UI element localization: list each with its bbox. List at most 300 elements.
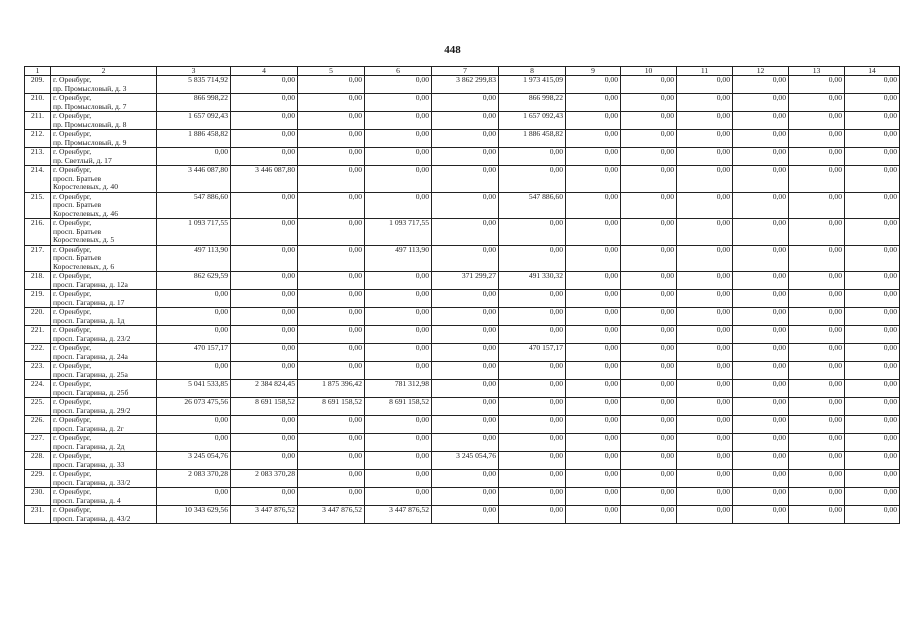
row-number: 220.	[25, 308, 51, 326]
value-cell-col-13: 0,00	[789, 506, 845, 524]
address-line: просп. Гагарина, д. 4	[53, 495, 121, 505]
value-cell-col-8: 0,00	[499, 434, 566, 452]
value-cell-col-14: 0,00	[845, 326, 900, 344]
value-cell-col-14: 0,00	[845, 290, 900, 308]
value-cell-col-14: 0,00	[845, 76, 900, 94]
value-cell-col-11: 0,00	[677, 380, 733, 398]
value-cell-col-5: 8 691 158,52	[298, 398, 365, 416]
row-number: 221.	[25, 326, 51, 344]
address-cell	[51, 112, 157, 130]
value-cell-col-8: 0,00	[499, 362, 566, 380]
value-cell-col-3: 0,00	[157, 434, 231, 452]
value-cell-col-14: 0,00	[845, 470, 900, 488]
row-number: 223.	[25, 362, 51, 380]
column-header-14: 14	[845, 67, 900, 76]
column-header-7: 7	[432, 67, 499, 76]
value-cell-col-6: 0,00	[365, 112, 432, 130]
value-cell-col-13: 0,00	[789, 362, 845, 380]
value-cell-col-4: 0,00	[231, 434, 298, 452]
value-cell-col-10: 0,00	[621, 130, 677, 148]
address-line: пр. Светлый, д. 17	[53, 155, 112, 165]
column-header-13: 13	[789, 67, 845, 76]
value-cell-col-12: 0,00	[733, 470, 789, 488]
value-cell-col-9: 0,00	[566, 416, 621, 434]
value-cell-col-4: 0,00	[231, 245, 298, 272]
value-cell-col-14: 0,00	[845, 192, 900, 219]
address-line: просп. Гагарина, д. 24а	[53, 351, 128, 361]
value-cell-col-10: 0,00	[621, 506, 677, 524]
value-cell-col-3: 3 446 087,80	[157, 166, 231, 193]
address-line: просп. Братьев	[53, 253, 102, 262]
column-header-11: 11	[677, 67, 733, 76]
value-cell-col-9: 0,00	[566, 272, 621, 290]
value-cell-col-9: 0,00	[566, 434, 621, 452]
value-cell-col-10: 0,00	[621, 344, 677, 362]
value-cell-col-3: 0,00	[157, 290, 231, 308]
value-cell-col-6: 0,00	[365, 470, 432, 488]
address-cell	[51, 362, 157, 380]
value-cell-col-12: 0,00	[733, 76, 789, 94]
value-cell-col-7: 0,00	[432, 344, 499, 362]
value-cell-col-3: 3 245 054,76	[157, 452, 231, 470]
value-cell-col-7: 3 862 299,83	[432, 76, 499, 94]
address-line: просп. Гагарина, д. 23/2	[53, 333, 131, 343]
value-cell-col-9: 0,00	[566, 326, 621, 344]
column-header-4: 4	[231, 67, 298, 76]
value-cell-col-3: 470 157,17	[157, 344, 231, 362]
row-number: 214.	[25, 166, 51, 193]
value-cell-col-6: 0,00	[365, 272, 432, 290]
value-cell-col-11: 0,00	[677, 326, 733, 344]
value-cell-col-6: 0,00	[365, 166, 432, 193]
value-cell-col-5: 0,00	[298, 219, 365, 246]
address-cell	[51, 416, 157, 434]
column-header-5: 5	[298, 67, 365, 76]
value-cell-col-7: 0,00	[432, 488, 499, 506]
value-cell-col-13: 0,00	[789, 308, 845, 326]
value-cell-col-3: 0,00	[157, 326, 231, 344]
value-cell-col-9: 0,00	[566, 380, 621, 398]
value-cell-col-10: 0,00	[621, 94, 677, 112]
address-line: пр. Промысловый, д. 9	[53, 137, 127, 147]
table-row	[25, 76, 900, 94]
column-header-6: 6	[365, 67, 432, 76]
value-cell-col-13: 0,00	[789, 148, 845, 166]
value-cell-col-6: 0,00	[365, 362, 432, 380]
row-number: 216.	[25, 219, 51, 246]
value-cell-col-14: 0,00	[845, 130, 900, 148]
value-cell-col-5: 3 447 876,52	[298, 506, 365, 524]
value-cell-col-11: 0,00	[677, 192, 733, 219]
address-line: Коростелевых, д. 6	[53, 261, 115, 271]
value-cell-col-12: 0,00	[733, 506, 789, 524]
value-cell-col-6: 0,00	[365, 416, 432, 434]
value-cell-col-12: 0,00	[733, 488, 789, 506]
address-cell	[51, 506, 157, 524]
value-cell-col-14: 0,00	[845, 380, 900, 398]
value-cell-col-5: 0,00	[298, 434, 365, 452]
value-cell-col-10: 0,00	[621, 326, 677, 344]
value-cell-col-5: 1 875 396,42	[298, 380, 365, 398]
address-line: Коростелевых, д. 40	[53, 182, 119, 191]
address-line: просп. Братьев	[53, 200, 102, 209]
value-cell-col-6: 0,00	[365, 130, 432, 148]
address-line: г. Оренбург,	[53, 307, 92, 316]
value-cell-col-3: 26 073 475,56	[157, 398, 231, 416]
value-cell-col-4: 0,00	[231, 112, 298, 130]
value-cell-col-5: 0,00	[298, 166, 365, 193]
page-number: 448	[444, 44, 461, 56]
value-cell-col-11: 0,00	[677, 290, 733, 308]
value-cell-col-7: 0,00	[432, 166, 499, 193]
value-cell-col-11: 0,00	[677, 398, 733, 416]
value-cell-col-14: 0,00	[845, 94, 900, 112]
address-cell	[51, 308, 157, 326]
value-cell-col-12: 0,00	[733, 130, 789, 148]
value-cell-col-12: 0,00	[733, 308, 789, 326]
value-cell-col-14: 0,00	[845, 506, 900, 524]
value-cell-col-9: 0,00	[566, 94, 621, 112]
value-cell-col-12: 0,00	[733, 380, 789, 398]
address-cell	[51, 130, 157, 148]
value-cell-col-9: 0,00	[566, 362, 621, 380]
value-cell-col-10: 0,00	[621, 166, 677, 193]
value-cell-col-13: 0,00	[789, 488, 845, 506]
value-cell-col-9: 0,00	[566, 488, 621, 506]
address-line: г. Оренбург,	[53, 245, 92, 254]
address-line: г. Оренбург,	[53, 165, 92, 174]
address-line: г. Оренбург,	[53, 111, 92, 120]
table-row	[25, 452, 900, 470]
value-cell-col-11: 0,00	[677, 130, 733, 148]
table-header-row	[25, 67, 900, 76]
value-cell-col-11: 0,00	[677, 344, 733, 362]
value-cell-col-3: 862 629,59	[157, 272, 231, 290]
address-line: г. Оренбург,	[53, 147, 92, 156]
value-cell-col-11: 0,00	[677, 245, 733, 272]
table-row	[25, 362, 900, 380]
value-cell-col-7: 0,00	[432, 434, 499, 452]
value-cell-col-9: 0,00	[566, 148, 621, 166]
value-cell-col-12: 0,00	[733, 112, 789, 130]
value-cell-col-13: 0,00	[789, 344, 845, 362]
table-row	[25, 506, 900, 524]
value-cell-col-4: 0,00	[231, 326, 298, 344]
address-line: пр. Промысловый, д. 3	[53, 83, 127, 93]
address-line: просп. Гагарина, д. 2г	[53, 423, 124, 433]
address-line: г. Оренбург,	[53, 271, 92, 280]
address-line: просп. Гагарина, д. 29/2	[53, 405, 131, 415]
row-number: 211.	[25, 112, 51, 130]
address-line: просп. Гагарина, д. 33	[53, 459, 125, 469]
value-cell-col-10: 0,00	[621, 245, 677, 272]
value-cell-col-5: 0,00	[298, 130, 365, 148]
value-cell-col-9: 0,00	[566, 166, 621, 193]
value-cell-col-6: 0,00	[365, 94, 432, 112]
value-cell-col-5: 0,00	[298, 416, 365, 434]
address-line: Коростелевых, д. 46	[53, 208, 119, 218]
address-line: просп. Гагарина, д. 33/2	[53, 477, 131, 487]
value-cell-col-12: 0,00	[733, 245, 789, 272]
column-header-3: 3	[157, 67, 231, 76]
value-cell-col-13: 0,00	[789, 416, 845, 434]
table-row	[25, 326, 900, 344]
table-row	[25, 488, 900, 506]
value-cell-col-11: 0,00	[677, 166, 733, 193]
value-cell-col-6: 0,00	[365, 290, 432, 308]
address-line: г. Оренбург,	[53, 75, 92, 84]
address-line: г. Оренбург,	[53, 289, 92, 298]
value-cell-col-11: 0,00	[677, 416, 733, 434]
value-cell-col-12: 0,00	[733, 219, 789, 246]
address-cell	[51, 398, 157, 416]
value-cell-col-10: 0,00	[621, 434, 677, 452]
row-number: 229.	[25, 470, 51, 488]
row-number: 225.	[25, 398, 51, 416]
value-cell-col-6: 497 113,90	[365, 245, 432, 272]
value-cell-col-13: 0,00	[789, 76, 845, 94]
value-cell-col-13: 0,00	[789, 326, 845, 344]
address-cell	[51, 452, 157, 470]
value-cell-col-13: 0,00	[789, 166, 845, 193]
table-row	[25, 470, 900, 488]
value-cell-col-4: 0,00	[231, 308, 298, 326]
value-cell-col-7: 0,00	[432, 112, 499, 130]
value-cell-col-9: 0,00	[566, 76, 621, 94]
row-number: 219.	[25, 290, 51, 308]
address-line: г. Оренбург,	[53, 361, 92, 370]
value-cell-col-4: 0,00	[231, 148, 298, 166]
row-number: 230.	[25, 488, 51, 506]
value-cell-col-9: 0,00	[566, 452, 621, 470]
value-cell-col-7: 0,00	[432, 94, 499, 112]
value-cell-col-9: 0,00	[566, 290, 621, 308]
value-cell-col-8: 0,00	[499, 452, 566, 470]
value-cell-col-4: 0,00	[231, 416, 298, 434]
value-cell-col-11: 0,00	[677, 470, 733, 488]
row-number: 217.	[25, 245, 51, 272]
table-row	[25, 398, 900, 416]
value-cell-col-8: 1 657 092,43	[499, 112, 566, 130]
address-line: просп. Братьев	[53, 226, 102, 236]
value-cell-col-3: 5 041 533,85	[157, 380, 231, 398]
value-cell-col-8: 0,00	[499, 488, 566, 506]
address-line: г. Оренбург,	[53, 397, 92, 406]
value-cell-col-14: 0,00	[845, 362, 900, 380]
value-cell-col-11: 0,00	[677, 219, 733, 246]
value-cell-col-10: 0,00	[621, 362, 677, 380]
value-cell-col-11: 0,00	[677, 434, 733, 452]
value-cell-col-4: 0,00	[231, 344, 298, 362]
value-cell-col-4: 0,00	[231, 130, 298, 148]
value-cell-col-8: 0,00	[499, 148, 566, 166]
address-line: просп. Гагарина, д. 2д	[53, 441, 125, 451]
table-row	[25, 308, 900, 326]
value-cell-col-10: 0,00	[621, 272, 677, 290]
value-cell-col-8: 0,00	[499, 470, 566, 488]
value-cell-col-12: 0,00	[733, 398, 789, 416]
value-cell-col-5: 0,00	[298, 290, 365, 308]
value-cell-col-3: 497 113,90	[157, 245, 231, 272]
value-cell-col-13: 0,00	[789, 398, 845, 416]
address-line: просп. Гагарина, д. 25б	[53, 387, 129, 397]
value-cell-col-9: 0,00	[566, 470, 621, 488]
value-cell-col-8: 0,00	[499, 219, 566, 246]
address-cell	[51, 192, 157, 219]
table-body	[25, 76, 900, 524]
value-cell-col-14: 0,00	[845, 488, 900, 506]
value-cell-col-7: 0,00	[432, 326, 499, 344]
address-line: пр. Промысловый, д. 7	[53, 101, 127, 111]
address-cell	[51, 326, 157, 344]
value-cell-col-14: 0,00	[845, 452, 900, 470]
value-cell-col-14: 0,00	[845, 416, 900, 434]
value-cell-col-6: 0,00	[365, 326, 432, 344]
value-cell-col-7: 0,00	[432, 308, 499, 326]
value-cell-col-14: 0,00	[845, 308, 900, 326]
value-cell-col-3: 10 343 629,56	[157, 506, 231, 524]
value-cell-col-11: 0,00	[677, 308, 733, 326]
value-cell-col-13: 0,00	[789, 380, 845, 398]
value-cell-col-12: 0,00	[733, 290, 789, 308]
value-cell-col-10: 0,00	[621, 308, 677, 326]
address-cell	[51, 76, 157, 94]
value-cell-col-5: 0,00	[298, 272, 365, 290]
value-cell-col-8: 0,00	[499, 380, 566, 398]
row-number: 226.	[25, 416, 51, 434]
value-cell-col-6: 0,00	[365, 148, 432, 166]
value-cell-col-9: 0,00	[566, 219, 621, 246]
value-cell-col-10: 0,00	[621, 192, 677, 219]
value-cell-col-14: 0,00	[845, 148, 900, 166]
value-cell-col-12: 0,00	[733, 326, 789, 344]
value-cell-col-3: 2 083 370,28	[157, 470, 231, 488]
column-header-2: 2	[51, 67, 157, 76]
address-cell	[51, 219, 157, 246]
value-cell-col-9: 0,00	[566, 112, 621, 130]
address-cell	[51, 245, 157, 272]
address-cell	[51, 380, 157, 398]
value-cell-col-4: 0,00	[231, 488, 298, 506]
value-cell-col-8: 0,00	[499, 245, 566, 272]
table-row	[25, 166, 900, 193]
value-cell-col-3: 547 886,60	[157, 192, 231, 219]
value-cell-col-10: 0,00	[621, 416, 677, 434]
value-cell-col-13: 0,00	[789, 219, 845, 246]
value-cell-col-8: 0,00	[499, 506, 566, 524]
value-cell-col-11: 0,00	[677, 506, 733, 524]
row-number: 218.	[25, 272, 51, 290]
table-row	[25, 130, 900, 148]
value-cell-col-4: 0,00	[231, 94, 298, 112]
address-cell	[51, 94, 157, 112]
value-cell-col-3: 0,00	[157, 416, 231, 434]
value-cell-col-8: 0,00	[499, 326, 566, 344]
value-cell-col-3: 0,00	[157, 488, 231, 506]
value-cell-col-3: 0,00	[157, 148, 231, 166]
value-cell-col-10: 0,00	[621, 290, 677, 308]
row-number: 224.	[25, 380, 51, 398]
address-line: г. Оренбург,	[53, 343, 92, 352]
value-cell-col-9: 0,00	[566, 192, 621, 219]
value-cell-col-8: 0,00	[499, 308, 566, 326]
column-header-1: 1	[25, 67, 51, 76]
value-cell-col-14: 0,00	[845, 219, 900, 246]
value-cell-col-6: 0,00	[365, 308, 432, 326]
value-cell-col-7: 0,00	[432, 470, 499, 488]
value-cell-col-6: 781 312,98	[365, 380, 432, 398]
value-cell-col-8: 0,00	[499, 416, 566, 434]
value-cell-col-12: 0,00	[733, 362, 789, 380]
row-number: 210.	[25, 94, 51, 112]
value-cell-col-13: 0,00	[789, 470, 845, 488]
address-line: г. Оренбург,	[53, 487, 92, 496]
value-cell-col-3: 5 835 714,92	[157, 76, 231, 94]
value-cell-col-9: 0,00	[566, 506, 621, 524]
address-line: г. Оренбург,	[53, 379, 92, 388]
value-cell-col-6: 0,00	[365, 192, 432, 219]
column-header-8: 8	[499, 67, 566, 76]
address-line: г. Оренбург,	[53, 218, 92, 227]
value-cell-col-9: 0,00	[566, 130, 621, 148]
address-cell	[51, 488, 157, 506]
value-cell-col-12: 0,00	[733, 434, 789, 452]
value-cell-col-5: 0,00	[298, 94, 365, 112]
value-cell-col-11: 0,00	[677, 362, 733, 380]
report-table	[24, 66, 900, 524]
address-cell	[51, 434, 157, 452]
value-cell-col-7: 0,00	[432, 130, 499, 148]
value-cell-col-10: 0,00	[621, 219, 677, 246]
value-cell-col-7: 0,00	[432, 506, 499, 524]
value-cell-col-9: 0,00	[566, 245, 621, 272]
value-cell-col-5: 0,00	[298, 344, 365, 362]
table-row	[25, 272, 900, 290]
value-cell-col-3: 0,00	[157, 362, 231, 380]
table-row	[25, 434, 900, 452]
row-number: 228.	[25, 452, 51, 470]
row-number: 209.	[25, 76, 51, 94]
table-row	[25, 416, 900, 434]
value-cell-col-13: 0,00	[789, 192, 845, 219]
value-cell-col-9: 0,00	[566, 398, 621, 416]
value-cell-col-11: 0,00	[677, 94, 733, 112]
value-cell-col-6: 8 691 158,52	[365, 398, 432, 416]
value-cell-col-10: 0,00	[621, 398, 677, 416]
value-cell-col-5: 0,00	[298, 148, 365, 166]
value-cell-col-13: 0,00	[789, 94, 845, 112]
table-row	[25, 112, 900, 130]
value-cell-col-5: 0,00	[298, 452, 365, 470]
value-cell-col-4: 0,00	[231, 76, 298, 94]
address-line: г. Оренбург,	[53, 451, 92, 460]
value-cell-col-10: 0,00	[621, 76, 677, 94]
row-number: 227.	[25, 434, 51, 452]
value-cell-col-4: 0,00	[231, 272, 298, 290]
table-row	[25, 245, 900, 272]
table-row	[25, 344, 900, 362]
value-cell-col-9: 0,00	[566, 308, 621, 326]
value-cell-col-10: 0,00	[621, 112, 677, 130]
value-cell-col-6: 3 447 876,52	[365, 506, 432, 524]
value-cell-col-5: 0,00	[298, 308, 365, 326]
address-line: просп. Гагарина, д. 12а	[53, 279, 128, 289]
value-cell-col-7: 0,00	[432, 290, 499, 308]
value-cell-col-10: 0,00	[621, 380, 677, 398]
address-line: просп. Гагарина, д. 1д	[53, 315, 125, 325]
value-cell-col-8: 0,00	[499, 290, 566, 308]
value-cell-col-13: 0,00	[789, 112, 845, 130]
